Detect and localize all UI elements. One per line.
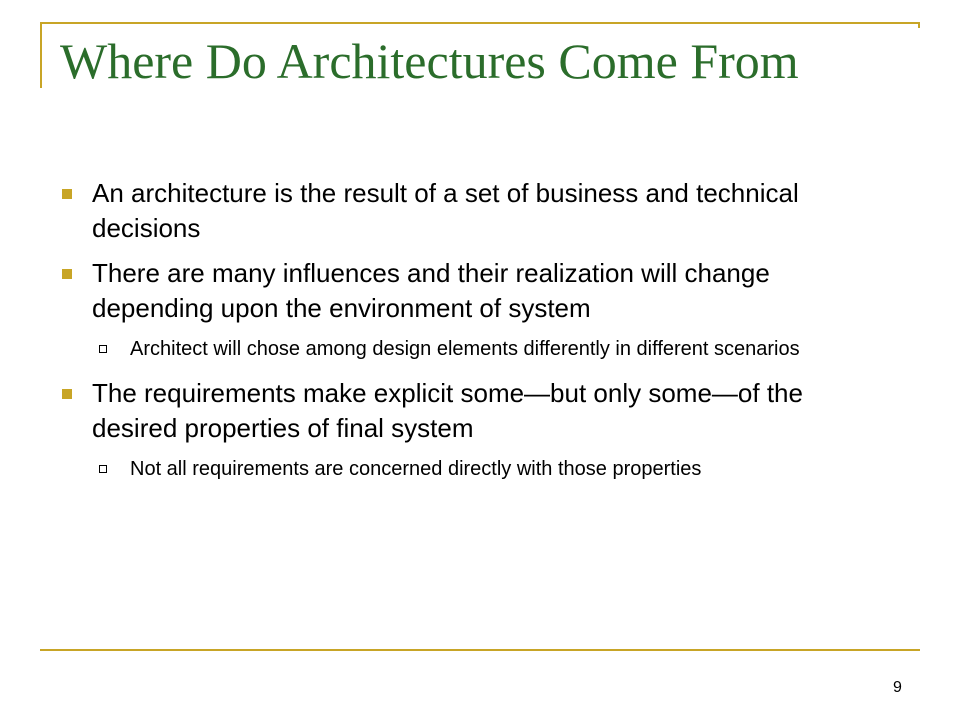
square-bullet-icon [62,389,72,399]
bullet-item [60,376,880,446]
bullet-text: There are many influences and their realization will change depending upon the environment of system [92,258,770,323]
top-border-line [40,22,920,24]
bullet-list [60,176,880,496]
slide-title: Where Do Architectures Come From [60,33,799,89]
bullet-item [60,176,880,246]
bullet-text: The requirements make explicit some—but only some—of the desired properties of final system [92,378,803,443]
sub-bullet-item [60,454,880,484]
hollow-square-bullet-icon [99,345,107,353]
square-bullet-icon [62,189,72,199]
bullet-item [60,256,880,326]
square-bullet-icon [62,269,72,279]
sub-bullet-item [60,334,880,364]
sub-bullet-text: Architect will chose among design elements differently in different scenarios [130,338,800,360]
bullet-text: An architecture is the result of a set of business and technical decisions [92,178,799,243]
sub-bullet-text: Not all requirements are concerned directly with those properties [130,458,702,480]
page-number: 9 [893,679,902,696]
right-border-tick [918,22,920,28]
bottom-border-line [40,649,920,651]
left-border-line [40,22,42,88]
hollow-square-bullet-icon [99,465,107,473]
